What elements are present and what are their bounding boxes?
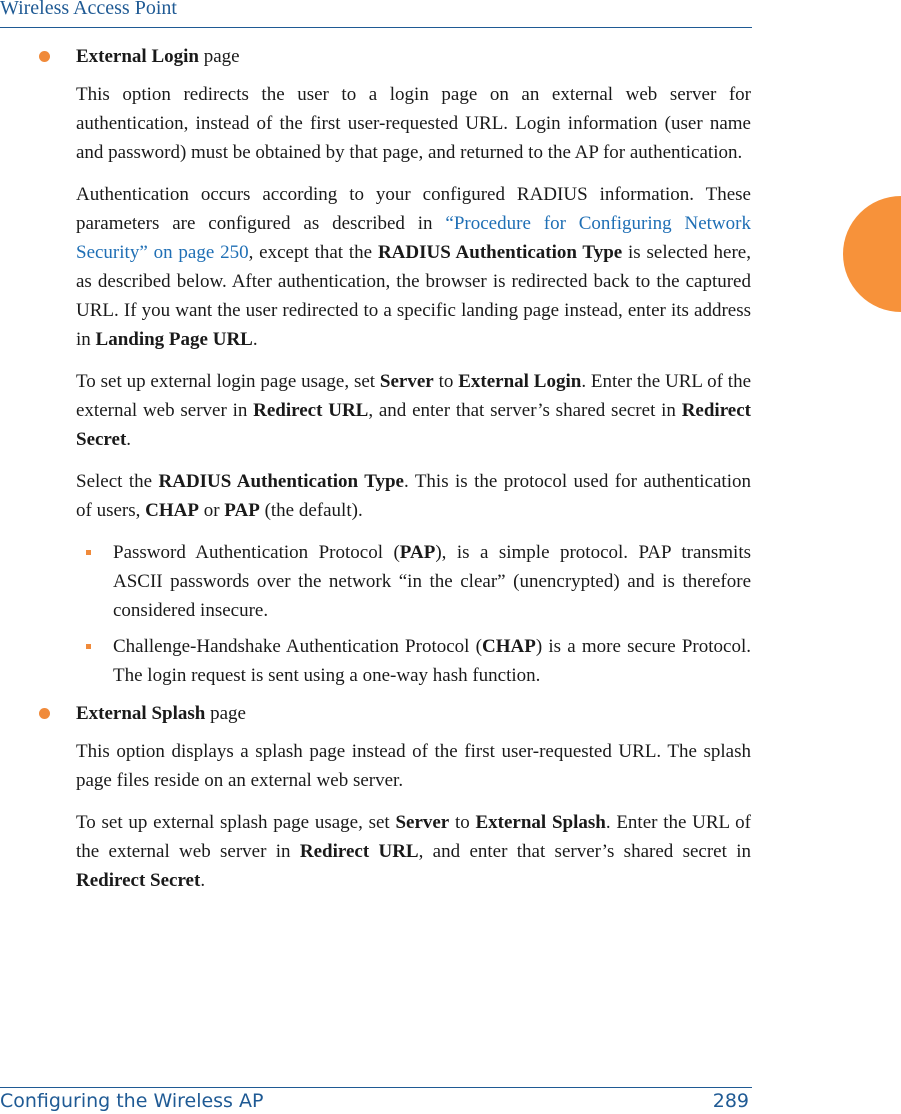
running-header-title: Wireless Access Point <box>0 0 177 19</box>
list-item-pap: Password Authentication Protocol (PAP), is a simple protocol. PAP transmits ASCII passwords over the network “in the clear” (unencrypted) and is therefore considered insecure. <box>113 538 751 625</box>
header-rule <box>0 27 752 28</box>
square-bullet-icon <box>86 550 91 555</box>
square-bullet-icon <box>86 644 91 649</box>
chapter-tab-marker <box>843 196 901 312</box>
footer-page-number: 289 <box>712 1090 749 1112</box>
list-item-chap: Challenge-Handshake Authentication Protocol (CHAP) is a more secure Protocol. The login request is sent using a one-way hash function. <box>113 632 751 690</box>
orange-bullet-icon <box>39 708 50 719</box>
footer-section-title: Configuring the Wireless AP <box>0 1090 264 1112</box>
external-splash-heading: External Splash page <box>76 699 751 728</box>
footer-rule <box>0 1087 752 1088</box>
external-splash-para-2: To set up external splash page usage, set Server to External Splash. Enter the URL of the external web server in Redirect URL, and enter that server’s shared secret in Redirect Secret. <box>76 812 751 891</box>
orange-bullet-icon <box>39 51 50 62</box>
external-login-para-3: To set up external login page usage, set Server to External Login. Enter the URL of the external web server in Redirect URL, and enter that server’s shared secret in Redirect Secret. <box>76 371 752 450</box>
external-login-para-2: Authentication occurs according to your configured RADIUS information. These parameters are configured as described in “Procedure for Configuring Network Security” on page 250, except that the RADIUS Authentication Type is selected here, as described below. After authentication, the browser is redirected back to the captured URL. If you want the user redirected to a specific landing page instead, enter its address in Landing Page URL. <box>76 184 751 350</box>
external-login-heading: External Login page <box>76 42 751 71</box>
procedure-network-security-link[interactable]: “Procedure for Configuring Network Security” on page 250 <box>76 213 751 263</box>
external-login-para-1: This option redirects the user to a login page on an external web server for authentication, instead of the first user-requested URL. Login information (user name and password) must be obtained by that page, and returned to the AP for authentication. <box>76 84 751 163</box>
auth-protocol-list <box>113 538 751 690</box>
external-splash-para-1: This option displays a splash page instead of the first user-requested URL. The splash page files reside on an external web server. <box>76 741 751 791</box>
page-body <box>76 42 751 908</box>
external-login-para-4: Select the RADIUS Authentication Type. This is the protocol used for authentication of users, CHAP or PAP (the default). <box>76 471 751 521</box>
